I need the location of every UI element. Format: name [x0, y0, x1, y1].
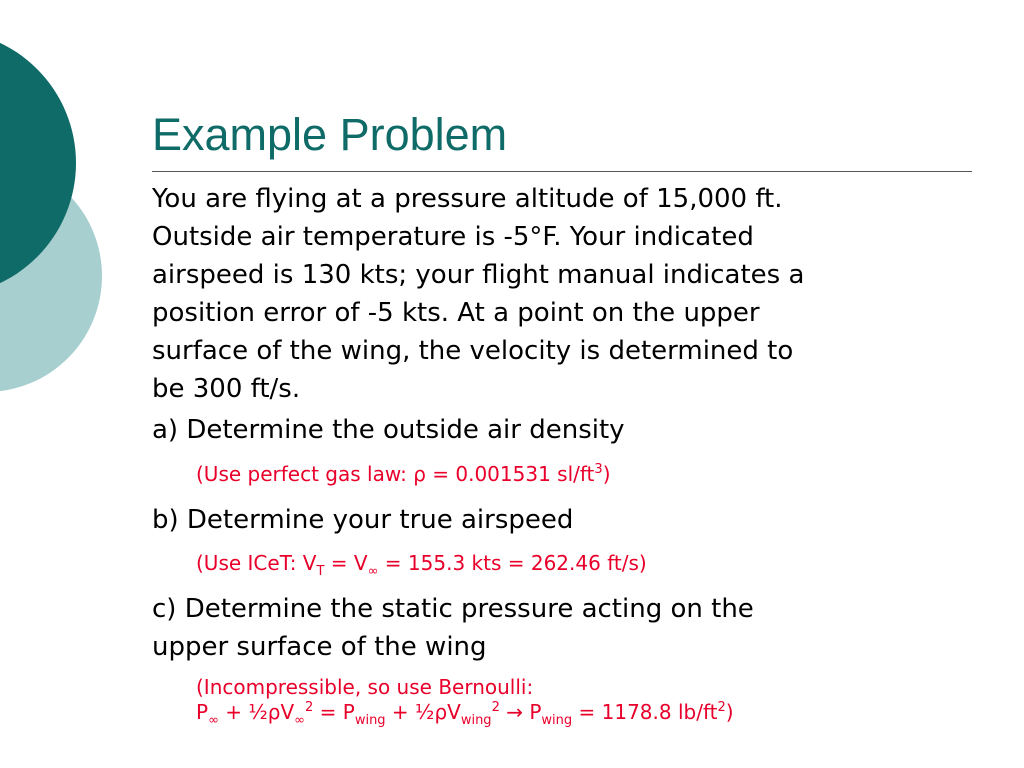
problem-line: Outside air temperature is -5°F. Your indicated [152, 222, 754, 252]
part-c-question [152, 590, 952, 666]
problem-line: be 300 ft/s. [152, 374, 301, 404]
problem-line: You are flying at a pressure altitude of 15,000 ft. [152, 184, 783, 214]
part-c-hint [196, 675, 956, 728]
part-a-question: a) Determine the outside air density [152, 415, 625, 445]
problem-statement [152, 180, 952, 408]
arrow-icon: → [499, 700, 530, 724]
problem-line: surface of the wing, the velocity is determined to [152, 336, 794, 366]
part-a-hint: (Use perfect gas law: ρ = 0.001531 $sl/ft^3$) [196, 462, 611, 486]
part-c-line: upper surface of the wing [152, 632, 487, 662]
problem-line: airspeed is 130 kts; your flight manual indicates a [152, 260, 805, 290]
title-divider [152, 171, 972, 172]
part-c-hint-line1: (Incompressible, so use Bernoulli: [196, 675, 534, 699]
part-c-line: c) Determine the static pressure acting on the [152, 594, 754, 624]
bernoulli-equation: $P_\infty$ + $\frac{1}{2}\rho V_\infty^2 = P_{wing}$ + $\frac{1}{2}\rho V_{wing}^2 \to P_{wing} = 1178.8$ $lb/ft^2$) [196, 700, 734, 728]
part-b-hint: (Use ICeT: $V_T = V_\infty = 155.3$ kts = 262.46 ft/s) [196, 551, 647, 579]
part-b-question: b) Determine your true airspeed [152, 505, 574, 535]
slide-title: Example Problem [152, 109, 508, 160]
problem-line: position error of -5 kts. At a point on the upper [152, 298, 760, 328]
